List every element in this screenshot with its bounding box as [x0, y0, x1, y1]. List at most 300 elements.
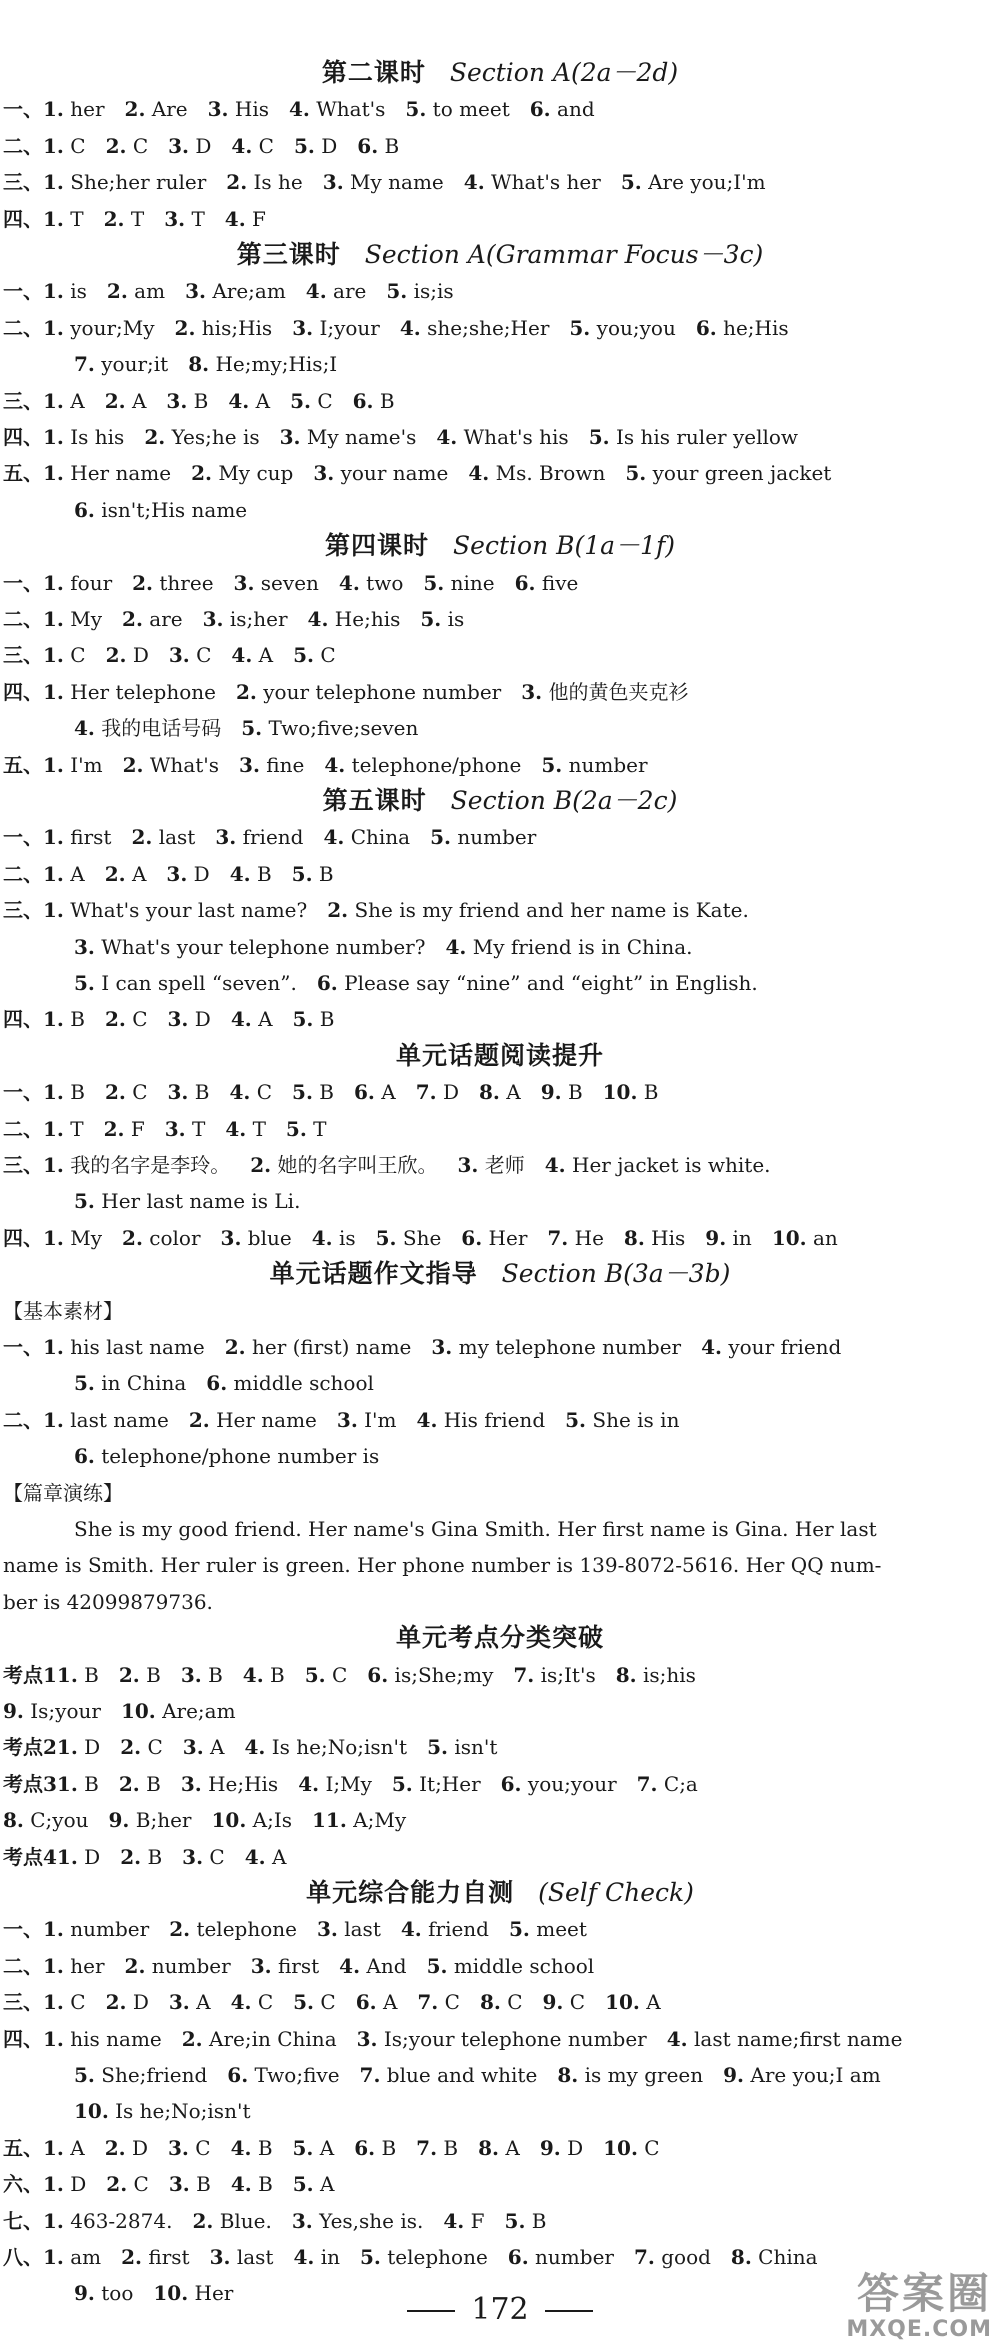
answer-number: 5. — [625, 461, 647, 485]
watermark-cn: 答案圈 — [856, 2269, 992, 2318]
answer-text: D — [442, 1080, 459, 1104]
answer-item — [701, 1335, 841, 1359]
answer-text: B — [531, 2209, 547, 2233]
answer-text: C — [195, 2136, 211, 2160]
answer-text: B — [256, 862, 272, 886]
answer-text: C — [132, 1007, 148, 1031]
answer-number: 1. — [43, 2245, 64, 2269]
answer-line — [0, 1658, 1000, 1692]
answer-text: I;My — [325, 1772, 372, 1796]
answer-text: What's his — [463, 425, 569, 449]
answer-item — [386, 279, 453, 303]
question-group-marker: 四、 — [3, 1226, 43, 1250]
answer-item — [239, 753, 304, 777]
answer-number: 1. — [43, 1007, 64, 1031]
answer-number: 8. — [478, 1080, 500, 1104]
answer-line — [0, 930, 1000, 964]
answer-item — [423, 571, 494, 595]
answer-item — [327, 898, 749, 922]
answer-item — [123, 753, 219, 777]
answer-item — [43, 279, 87, 303]
answer-text: A — [505, 2136, 520, 2160]
answer-text: C — [70, 134, 86, 158]
answer-item — [731, 2245, 818, 2269]
answer-number: 5. — [293, 134, 315, 158]
question-group-marker: 四、 — [3, 680, 43, 704]
answer-item — [206, 1371, 374, 1395]
answer-number: 3. — [164, 207, 186, 231]
question-group-marker: 四、 — [3, 425, 43, 449]
answer-item — [74, 1444, 379, 1468]
answer-item — [43, 607, 102, 631]
answer-text: A — [196, 1990, 211, 2014]
answer-number: 1. — [43, 825, 64, 849]
answer-text: D — [131, 2136, 148, 2160]
answer-number: 4. — [666, 2027, 688, 2051]
answer-number: 5. — [360, 2245, 381, 2269]
answer-text: 我的电话号码 — [101, 716, 222, 740]
answer-text: Is his ruler yellow — [615, 425, 799, 449]
answer-line — [0, 493, 1000, 527]
answer-item — [57, 1663, 99, 1687]
answer-line — [0, 1184, 1000, 1218]
answer-item — [312, 1808, 406, 1832]
answer-text: D — [132, 1990, 149, 2014]
answer-number: 3. — [521, 680, 543, 704]
answer-item — [43, 680, 216, 704]
answer-text: D — [193, 862, 210, 886]
answer-item — [356, 1990, 398, 2014]
answer-line — [0, 1330, 1000, 1364]
answer-text: C — [70, 643, 86, 667]
answer-item — [74, 716, 221, 740]
section-heading-cn: 单元综合能力自测 — [306, 1878, 515, 1907]
answer-number: 4. — [229, 862, 251, 886]
answer-text: in — [320, 2245, 340, 2269]
answer-text: She;friend — [101, 2063, 208, 2087]
answer-item — [231, 134, 274, 158]
answer-number: 4. — [224, 207, 246, 231]
answer-item — [43, 1917, 149, 1941]
answer-item — [169, 1990, 211, 2014]
answer-item — [185, 279, 286, 303]
answer-line — [0, 1221, 1000, 1255]
answer-number: 1. — [43, 389, 64, 413]
answer-text: Yes;he is — [171, 425, 260, 449]
answer-item — [603, 2136, 659, 2160]
answer-item — [236, 680, 501, 704]
answer-text: am — [134, 279, 166, 303]
answer-text: F — [130, 1117, 145, 1141]
question-group-marker: 八、 — [3, 2245, 43, 2269]
answer-line — [0, 129, 1000, 163]
answer-item — [478, 2136, 520, 2160]
watermark-en: MXQE.COM — [846, 2317, 992, 2342]
answer-text: My cup — [218, 461, 294, 485]
answer-number: 4. — [305, 279, 327, 303]
answer-item — [290, 389, 333, 413]
answer-number: 1. — [43, 1226, 64, 1250]
answer-number: 10. — [153, 2281, 189, 2305]
answer-item — [43, 2136, 85, 2160]
answer-text: A — [319, 2136, 335, 2160]
answer-number: 1. — [43, 1990, 64, 2014]
answer-text: your;it — [101, 352, 169, 376]
answer-item — [166, 862, 209, 886]
answer-text: your telephone number — [263, 680, 502, 704]
answer-item — [168, 1080, 210, 1104]
answer-number: 4. — [230, 2172, 252, 2196]
answer-item — [165, 1117, 206, 1141]
answer-text: his last name — [70, 1335, 205, 1359]
answer-item — [634, 2245, 711, 2269]
answer-text: five — [541, 571, 579, 595]
answer-text: B — [70, 1007, 85, 1031]
answer-text: in — [732, 1226, 752, 1250]
answer-number: 5. — [420, 607, 442, 631]
answer-text: number — [457, 825, 537, 849]
answer-text: She;her ruler — [70, 170, 207, 194]
answer-line — [0, 675, 1000, 709]
answer-item — [605, 1990, 661, 2014]
answer-number: 10. — [211, 1808, 247, 1832]
section-heading-en: Section A(2a－2d) — [449, 58, 679, 87]
answer-text: He;His — [208, 1772, 279, 1796]
answer-text: her — [70, 1954, 105, 1978]
answer-number: 5. — [293, 1990, 315, 2014]
answer-item — [305, 1663, 348, 1687]
answer-number: 5. — [620, 170, 642, 194]
answer-line — [0, 638, 1000, 672]
answer-text: T — [130, 207, 145, 231]
answer-number: 9. — [3, 1699, 24, 1723]
section-heading — [0, 1257, 1000, 1291]
answer-text: friend — [242, 825, 304, 849]
answer-item — [228, 389, 270, 413]
answer-number: 4. — [230, 1990, 252, 2014]
answer-number: 5. — [74, 1189, 95, 1213]
answer-number: 2. — [118, 1772, 140, 1796]
answer-number: 9. — [539, 2136, 561, 2160]
answer-number: 4. — [445, 935, 467, 959]
answer-number: 4. — [231, 134, 253, 158]
answer-text: C — [147, 1735, 163, 1759]
question-group-marker: 二、 — [3, 134, 43, 158]
answer-text: Blue. — [219, 2209, 272, 2233]
answer-number: 7. — [547, 1226, 569, 1250]
answer-text: Her — [488, 1226, 528, 1250]
answer-item — [192, 2209, 271, 2233]
answer-text: first — [277, 1954, 320, 1978]
answer-text: T — [252, 1117, 266, 1141]
answer-text: Is his — [70, 425, 125, 449]
answer-number: 2. — [105, 134, 127, 158]
answer-item — [245, 1845, 287, 1869]
answer-number: 1. — [43, 862, 64, 886]
answer-number: 3. — [457, 1153, 479, 1177]
answer-item — [175, 316, 273, 340]
answer-item — [339, 571, 403, 595]
answer-text: are — [149, 607, 183, 631]
section-heading-cn: 第三课时 — [236, 240, 341, 269]
answer-number: 4. — [242, 1663, 264, 1687]
answer-number: 2. — [105, 643, 127, 667]
answer-item — [431, 1335, 681, 1359]
answer-item — [144, 425, 259, 449]
answer-item — [589, 425, 798, 449]
answer-text: T — [313, 1117, 327, 1141]
answer-number: 2. — [104, 389, 126, 413]
answer-item — [105, 862, 147, 886]
answer-line — [0, 384, 1000, 418]
answer-text: Are;am — [212, 279, 286, 303]
answer-number: 3. — [279, 425, 301, 449]
answer-text: A — [258, 643, 274, 667]
answer-item — [43, 1153, 230, 1177]
answer-number: 4. — [399, 316, 421, 340]
question-group-marker: 六、 — [3, 2172, 43, 2196]
answer-text: last — [236, 2245, 274, 2269]
answer-text: And — [366, 1954, 407, 1978]
answer-number: 7. — [74, 352, 95, 376]
answer-number: 1. — [43, 2027, 64, 2051]
answer-number: 3. — [233, 571, 255, 595]
answer-line — [0, 1075, 1000, 1109]
answer-text: What's her — [491, 170, 601, 194]
question-group-marker: 五、 — [3, 2136, 43, 2160]
answer-text: number — [535, 2245, 614, 2269]
answer-text: are — [333, 279, 367, 303]
answer-item — [250, 1153, 437, 1177]
answer-number: 9. — [108, 1808, 130, 1832]
answer-item — [43, 2245, 101, 2269]
answer-item — [251, 1954, 319, 1978]
answer-text: She is my friend and her name is Kate. — [354, 898, 749, 922]
answer-item — [509, 1917, 587, 1941]
answer-item — [43, 1954, 105, 1978]
answer-number: 2. — [174, 316, 196, 340]
answer-item — [230, 862, 272, 886]
answer-item — [401, 1917, 489, 1941]
answer-item — [3, 1699, 101, 1723]
answer-text: in China — [101, 1371, 187, 1395]
answer-item — [308, 607, 401, 631]
answer-text: is — [70, 279, 87, 303]
answer-item — [317, 971, 758, 995]
answer-text: telephone — [196, 1917, 297, 1941]
answer-item — [43, 461, 171, 485]
answer-item — [625, 461, 831, 485]
answer-number: 4. — [416, 1408, 438, 1432]
answer-text: she;she;Her — [427, 316, 550, 340]
answer-number: 3. — [168, 134, 190, 158]
answer-number: 2. — [131, 825, 153, 849]
answer-line — [0, 1112, 1000, 1146]
answer-line — [0, 1840, 1000, 1874]
answer-text: is;her — [229, 607, 288, 631]
answer-text: C — [317, 389, 333, 413]
answer-text: two — [366, 571, 404, 595]
answer-number: 10. — [74, 2099, 109, 2123]
answer-text: Is;your telephone number — [383, 2027, 647, 2051]
section-heading-en: Section B(3a－3b) — [501, 1259, 731, 1288]
answer-item — [416, 2136, 458, 2160]
answer-item — [557, 2063, 703, 2087]
answer-text: F — [252, 207, 266, 231]
answer-number: 5. — [74, 1371, 95, 1395]
answer-text: I;your — [319, 316, 380, 340]
answer-item — [417, 1990, 460, 2014]
answer-item — [125, 1954, 231, 1978]
answer-line — [0, 2022, 1000, 2056]
answer-item — [43, 1226, 102, 1250]
answer-text: B — [318, 862, 334, 886]
answer-number: 3. — [431, 1335, 453, 1359]
answer-item — [211, 1808, 292, 1832]
answer-item — [289, 97, 385, 121]
answer-text: China — [758, 2245, 818, 2269]
answer-number: 7. — [416, 2136, 438, 2160]
question-group-marker: 七、 — [3, 2209, 43, 2233]
answer-text: an — [812, 1226, 838, 1250]
answer-item — [74, 498, 247, 522]
answer-text: My — [70, 607, 103, 631]
answer-number: 4. — [244, 1735, 266, 1759]
answer-text: He — [574, 1226, 604, 1250]
answer-text: What's your last name? — [70, 898, 308, 922]
answer-number: 3. — [202, 607, 224, 631]
answer-number: 7. — [359, 2063, 381, 2087]
answer-number: 2. — [122, 607, 143, 631]
answer-text: first — [148, 2245, 190, 2269]
answer-text: nine — [450, 571, 495, 595]
answer-item — [227, 2063, 339, 2087]
answer-text: isn't;His name — [101, 498, 248, 522]
answer-text: your green jacket — [652, 461, 832, 485]
answer-item — [376, 1226, 442, 1250]
answer-number: 3. — [250, 1954, 272, 1978]
answer-text: 我的名字是李玲。 — [70, 1153, 231, 1177]
answer-text: D — [194, 1007, 211, 1031]
answer-number: 5. — [504, 2209, 526, 2233]
answer-number: 5. — [241, 716, 263, 740]
answer-text: B — [146, 1772, 161, 1796]
answer-line — [0, 2058, 1000, 2092]
answer-text: C — [507, 1990, 523, 2014]
answer-item — [479, 1080, 521, 1104]
answer-text: C — [196, 643, 212, 667]
question-group-marker: 二、 — [3, 862, 43, 886]
answer-text: B — [146, 1663, 161, 1687]
answer-number: 5. — [74, 971, 95, 995]
answer-item — [313, 461, 448, 485]
answer-text: My name's — [306, 425, 417, 449]
answer-item — [43, 389, 85, 413]
answer-text: A — [70, 389, 85, 413]
answer-number: 4. — [400, 1917, 422, 1941]
answer-item — [294, 134, 337, 158]
answer-item — [43, 170, 206, 194]
answer-item — [43, 753, 103, 777]
answer-item — [508, 2245, 614, 2269]
answer-text: T — [191, 207, 205, 231]
answer-text: C;you — [30, 1808, 89, 1832]
answer-number: 4. — [311, 1226, 333, 1250]
answer-number: 11. — [312, 1808, 347, 1832]
answer-number: 5. — [290, 389, 311, 413]
answer-number: 5. — [588, 425, 610, 449]
answer-item — [168, 134, 211, 158]
answer-text: T — [191, 1117, 206, 1141]
answer-number: 1. — [43, 279, 64, 303]
answer-text: Is he — [253, 170, 303, 194]
subsection-label: 【基本素材】 — [3, 1299, 123, 1323]
answer-text: Ms. Brown — [495, 461, 606, 485]
answer-number: 1. — [43, 1408, 64, 1432]
answer-item — [521, 680, 688, 704]
answer-item — [104, 1117, 145, 1141]
section-heading-cn: 单元话题阅读提升 — [395, 1041, 604, 1070]
answer-line — [0, 202, 1000, 236]
answer-item — [74, 935, 425, 959]
answer-text: C — [132, 1080, 148, 1104]
answer-item — [244, 1735, 407, 1759]
answer-text: My name — [350, 170, 444, 194]
answer-line — [0, 1767, 1000, 1801]
answer-number: 8. — [479, 1990, 501, 2014]
question-group-marker: 考点3 — [3, 1772, 57, 1796]
answer-text: his;His — [201, 316, 273, 340]
answer-item — [705, 1226, 752, 1250]
answer-number: 1. — [43, 2209, 64, 2233]
answer-item — [104, 207, 145, 231]
answer-number: 2. — [224, 1335, 246, 1359]
answer-text: Is;your — [30, 1699, 101, 1723]
answer-item — [357, 2027, 647, 2051]
answer-number: 7. — [417, 1990, 439, 2014]
answer-number: 1. — [43, 571, 64, 595]
answer-number: 7. — [633, 2245, 655, 2269]
answer-text: B — [196, 2172, 211, 2196]
answer-line — [0, 1439, 1000, 1473]
section-heading — [0, 529, 1000, 563]
answer-number: 10. — [603, 2136, 638, 2160]
answer-number: 9. — [542, 1990, 564, 2014]
answer-item — [292, 1080, 334, 1104]
answer-number: 4. — [701, 1335, 722, 1359]
answer-text: you;you — [596, 316, 676, 340]
answer-number: 3. — [166, 389, 188, 413]
answer-number: 2. — [188, 1408, 210, 1432]
answer-number: 3. — [322, 170, 344, 194]
section-heading — [0, 1039, 1000, 1073]
answer-text: first — [70, 825, 112, 849]
answer-number: 1. — [56, 1772, 78, 1796]
answer-number: 6. — [316, 971, 338, 995]
answer-text: seven — [260, 571, 319, 595]
answer-text: too — [101, 2281, 134, 2305]
question-group-marker: 一、 — [3, 825, 43, 849]
answer-number: 5. — [509, 1917, 530, 1941]
answer-number: 5. — [565, 1408, 587, 1432]
answer-number: 2. — [192, 2209, 214, 2233]
answer-item — [43, 825, 111, 849]
answer-item — [430, 825, 536, 849]
answer-number: 2. — [120, 1845, 142, 1869]
answer-item — [120, 1845, 162, 1869]
answer-text: C — [569, 1990, 586, 2014]
answer-text: C — [70, 1990, 86, 2014]
